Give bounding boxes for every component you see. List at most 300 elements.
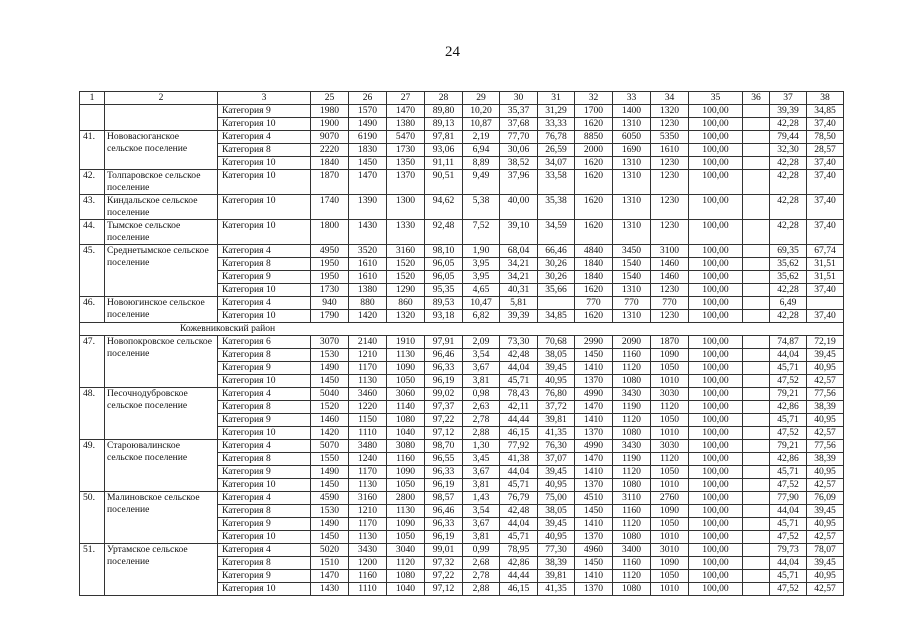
value-cell: 1530 bbox=[311, 505, 349, 518]
value-cell: 39,45 bbox=[538, 466, 575, 479]
category-cell: Категория 4 bbox=[218, 544, 311, 557]
category-cell: Категория 9 bbox=[218, 466, 311, 479]
value-cell: 3430 bbox=[613, 388, 651, 401]
value-cell: 40,31 bbox=[500, 284, 538, 297]
value-cell: 1110 bbox=[349, 583, 387, 596]
value-cell: 1050 bbox=[651, 570, 689, 583]
value-cell: 39,45 bbox=[807, 557, 844, 570]
value-cell: 1980 bbox=[311, 105, 349, 118]
value-cell: 1290 bbox=[387, 284, 425, 297]
category-cell: Категория 10 bbox=[218, 195, 311, 220]
value-cell: 100,00 bbox=[689, 414, 743, 427]
value-cell: 1610 bbox=[349, 271, 387, 284]
value-cell: 47,52 bbox=[770, 531, 807, 544]
value-cell bbox=[743, 453, 770, 466]
value-cell: 1540 bbox=[613, 271, 651, 284]
value-cell: 6190 bbox=[349, 131, 387, 144]
value-cell: 3160 bbox=[349, 492, 387, 505]
value-cell: 1210 bbox=[349, 349, 387, 362]
value-cell: 1450 bbox=[575, 505, 613, 518]
value-cell: 1420 bbox=[311, 427, 349, 440]
value-cell: 1460 bbox=[651, 271, 689, 284]
value-cell: 40,95 bbox=[807, 414, 844, 427]
value-cell: 44,04 bbox=[500, 518, 538, 531]
row-index: 44. bbox=[80, 220, 105, 245]
value-cell: 4510 bbox=[575, 492, 613, 505]
value-cell: 100,00 bbox=[689, 131, 743, 144]
value-cell: 42,48 bbox=[500, 349, 538, 362]
value-cell: 100,00 bbox=[689, 157, 743, 170]
value-cell: 45,71 bbox=[770, 466, 807, 479]
value-cell: 3520 bbox=[349, 245, 387, 258]
value-cell: 1400 bbox=[613, 105, 651, 118]
value-cell: 1840 bbox=[575, 271, 613, 284]
value-cell: 1450 bbox=[349, 157, 387, 170]
value-cell: 1470 bbox=[387, 105, 425, 118]
settlement-name: Уртамское сельское поселение bbox=[105, 544, 218, 596]
value-cell: 770 bbox=[575, 297, 613, 310]
value-cell: 98,57 bbox=[425, 492, 463, 505]
value-cell bbox=[807, 297, 844, 310]
category-cell: Категория 9 bbox=[218, 362, 311, 375]
value-cell: 1160 bbox=[613, 557, 651, 570]
value-cell: 77,70 bbox=[500, 131, 538, 144]
value-cell: 1090 bbox=[387, 466, 425, 479]
value-cell: 37,40 bbox=[807, 310, 844, 323]
value-cell: 42,28 bbox=[770, 195, 807, 220]
column-header: 32 bbox=[575, 92, 613, 105]
value-cell: 41,35 bbox=[538, 427, 575, 440]
value-cell: 34,07 bbox=[538, 157, 575, 170]
value-cell: 1530 bbox=[311, 349, 349, 362]
category-cell: Категория 4 bbox=[218, 492, 311, 505]
column-header: 26 bbox=[349, 92, 387, 105]
value-cell: 100,00 bbox=[689, 362, 743, 375]
value-cell: 100,00 bbox=[689, 583, 743, 596]
value-cell: 4590 bbox=[311, 492, 349, 505]
value-cell: 6,82 bbox=[463, 310, 500, 323]
value-cell: 2,63 bbox=[463, 401, 500, 414]
row-index: 47. bbox=[80, 336, 105, 388]
value-cell: 1410 bbox=[575, 518, 613, 531]
value-cell: 33,58 bbox=[538, 170, 575, 195]
value-cell: 96,46 bbox=[425, 349, 463, 362]
value-cell: 1460 bbox=[651, 258, 689, 271]
value-cell: 1370 bbox=[575, 427, 613, 440]
value-cell: 1450 bbox=[311, 531, 349, 544]
value-cell: 9,49 bbox=[463, 170, 500, 195]
category-cell: Категория 8 bbox=[218, 505, 311, 518]
value-cell: 37,96 bbox=[500, 170, 538, 195]
value-cell: 79,73 bbox=[770, 544, 807, 557]
value-cell bbox=[743, 336, 770, 349]
value-cell: 1320 bbox=[387, 310, 425, 323]
value-cell: 1130 bbox=[349, 479, 387, 492]
value-cell: 38,52 bbox=[500, 157, 538, 170]
value-cell: 1350 bbox=[387, 157, 425, 170]
value-cell: 5350 bbox=[651, 131, 689, 144]
category-cell: Категория 8 bbox=[218, 144, 311, 157]
column-header: 28 bbox=[425, 92, 463, 105]
value-cell: 10,20 bbox=[463, 105, 500, 118]
category-cell: Категория 9 bbox=[218, 105, 311, 118]
value-cell: 76,09 bbox=[807, 492, 844, 505]
value-cell bbox=[743, 466, 770, 479]
category-cell: Категория 8 bbox=[218, 557, 311, 570]
value-cell: 42,28 bbox=[770, 118, 807, 131]
value-cell: 2,09 bbox=[463, 336, 500, 349]
category-cell: Категория 6 bbox=[218, 336, 311, 349]
value-cell bbox=[743, 144, 770, 157]
value-cell: 1090 bbox=[651, 505, 689, 518]
value-cell: 1730 bbox=[311, 284, 349, 297]
value-cell: 100,00 bbox=[689, 466, 743, 479]
value-cell: 76,79 bbox=[500, 492, 538, 505]
value-cell: 79,21 bbox=[770, 388, 807, 401]
table-row bbox=[80, 220, 844, 245]
value-cell: 1310 bbox=[613, 157, 651, 170]
column-header: 29 bbox=[463, 92, 500, 105]
value-cell: 77,92 bbox=[500, 440, 538, 453]
value-cell: 45,71 bbox=[770, 362, 807, 375]
value-cell: 78,50 bbox=[807, 131, 844, 144]
value-cell: 1370 bbox=[575, 479, 613, 492]
value-cell: 96,33 bbox=[425, 362, 463, 375]
category-cell: Категория 10 bbox=[218, 157, 311, 170]
value-cell: 1160 bbox=[349, 570, 387, 583]
value-cell: 44,04 bbox=[770, 349, 807, 362]
value-cell bbox=[743, 557, 770, 570]
value-cell: 1310 bbox=[613, 195, 651, 220]
value-cell: 42,57 bbox=[807, 427, 844, 440]
value-cell: 1490 bbox=[311, 362, 349, 375]
value-cell: 35,62 bbox=[770, 271, 807, 284]
column-header: 33 bbox=[613, 92, 651, 105]
value-cell: 3450 bbox=[613, 245, 651, 258]
value-cell: 37,07 bbox=[538, 453, 575, 466]
category-cell: Категория 9 bbox=[218, 518, 311, 531]
value-cell bbox=[743, 170, 770, 195]
table-row bbox=[80, 440, 844, 453]
value-cell bbox=[743, 505, 770, 518]
value-cell: 47,52 bbox=[770, 583, 807, 596]
value-cell: 1080 bbox=[387, 570, 425, 583]
value-cell: 1520 bbox=[387, 271, 425, 284]
value-cell: 34,21 bbox=[500, 271, 538, 284]
value-cell: 3010 bbox=[651, 544, 689, 557]
table-row bbox=[80, 170, 844, 195]
column-header: 30 bbox=[500, 92, 538, 105]
value-cell: 42,28 bbox=[770, 170, 807, 195]
value-cell: 1090 bbox=[387, 362, 425, 375]
value-cell: 100,00 bbox=[689, 401, 743, 414]
value-cell: 1240 bbox=[349, 453, 387, 466]
value-cell: 38,05 bbox=[538, 349, 575, 362]
value-cell: 100,00 bbox=[689, 570, 743, 583]
value-cell: 40,95 bbox=[807, 362, 844, 375]
value-cell: 0,99 bbox=[463, 544, 500, 557]
value-cell: 3,67 bbox=[463, 466, 500, 479]
value-cell: 1840 bbox=[311, 157, 349, 170]
settlement-name: Малиновское сельское поселение bbox=[105, 492, 218, 544]
value-cell: 1310 bbox=[613, 220, 651, 245]
value-cell bbox=[743, 349, 770, 362]
value-cell: 1310 bbox=[613, 284, 651, 297]
value-cell: 44,44 bbox=[500, 414, 538, 427]
value-cell: 100,00 bbox=[689, 118, 743, 131]
value-cell bbox=[743, 362, 770, 375]
value-cell: 770 bbox=[613, 297, 651, 310]
row-index: 45. bbox=[80, 245, 105, 297]
table-row bbox=[80, 297, 844, 310]
value-cell: 0,98 bbox=[463, 388, 500, 401]
value-cell: 4950 bbox=[311, 245, 349, 258]
value-cell: 40,95 bbox=[807, 518, 844, 531]
value-cell: 38,39 bbox=[538, 557, 575, 570]
value-cell: 3080 bbox=[387, 440, 425, 453]
value-cell: 100,00 bbox=[689, 336, 743, 349]
value-cell: 97,32 bbox=[425, 557, 463, 570]
value-cell: 1080 bbox=[613, 375, 651, 388]
value-cell: 1370 bbox=[575, 375, 613, 388]
value-cell: 30,26 bbox=[538, 271, 575, 284]
table-row bbox=[80, 195, 844, 220]
value-cell: 1170 bbox=[349, 466, 387, 479]
value-cell: 1620 bbox=[575, 118, 613, 131]
value-cell: 3160 bbox=[387, 245, 425, 258]
row-index: 46. bbox=[80, 297, 105, 323]
value-cell bbox=[743, 544, 770, 557]
category-cell: Категория 4 bbox=[218, 245, 311, 258]
category-cell: Категория 9 bbox=[218, 414, 311, 427]
value-cell: 42,57 bbox=[807, 375, 844, 388]
value-cell: 3,45 bbox=[463, 453, 500, 466]
value-cell: 3110 bbox=[613, 492, 651, 505]
value-cell: 47,52 bbox=[770, 375, 807, 388]
value-cell: 31,29 bbox=[538, 105, 575, 118]
value-cell: 1320 bbox=[651, 105, 689, 118]
value-cell: 44,44 bbox=[500, 570, 538, 583]
value-cell bbox=[743, 105, 770, 118]
value-cell: 90,51 bbox=[425, 170, 463, 195]
row-index: 48. bbox=[80, 388, 105, 440]
value-cell: 39,81 bbox=[538, 414, 575, 427]
value-cell: 1050 bbox=[651, 466, 689, 479]
value-cell: 1230 bbox=[651, 157, 689, 170]
value-cell: 1190 bbox=[613, 401, 651, 414]
value-cell: 1040 bbox=[387, 427, 425, 440]
value-cell: 95,35 bbox=[425, 284, 463, 297]
category-cell: Категория 4 bbox=[218, 297, 311, 310]
value-cell: 3,67 bbox=[463, 518, 500, 531]
value-cell bbox=[743, 271, 770, 284]
header-row bbox=[80, 92, 844, 105]
table-row bbox=[80, 544, 844, 557]
value-cell: 100,00 bbox=[689, 271, 743, 284]
value-cell: 1380 bbox=[387, 118, 425, 131]
value-cell: 33,33 bbox=[538, 118, 575, 131]
value-cell: 1450 bbox=[575, 557, 613, 570]
value-cell: 39,45 bbox=[807, 505, 844, 518]
value-cell: 5040 bbox=[311, 388, 349, 401]
value-cell: 45,71 bbox=[500, 531, 538, 544]
value-cell: 42,57 bbox=[807, 479, 844, 492]
value-cell bbox=[743, 583, 770, 596]
column-header: 25 bbox=[311, 92, 349, 105]
value-cell: 3460 bbox=[349, 388, 387, 401]
value-cell: 1620 bbox=[575, 310, 613, 323]
category-cell: Категория 10 bbox=[218, 531, 311, 544]
value-cell: 42,86 bbox=[770, 401, 807, 414]
value-cell: 1040 bbox=[387, 583, 425, 596]
value-cell: 1170 bbox=[349, 518, 387, 531]
value-cell: 97,12 bbox=[425, 427, 463, 440]
value-cell: 96,19 bbox=[425, 375, 463, 388]
value-cell: 1230 bbox=[651, 170, 689, 195]
row-index: 42. bbox=[80, 170, 105, 195]
value-cell: 66,46 bbox=[538, 245, 575, 258]
value-cell: 1330 bbox=[387, 220, 425, 245]
value-cell: 2,88 bbox=[463, 583, 500, 596]
value-cell: 1230 bbox=[651, 310, 689, 323]
value-cell: 1010 bbox=[651, 427, 689, 440]
value-cell bbox=[538, 297, 575, 310]
value-cell: 1540 bbox=[613, 258, 651, 271]
value-cell: 77,30 bbox=[538, 544, 575, 557]
value-cell: 1130 bbox=[387, 349, 425, 362]
value-cell: 100,00 bbox=[689, 310, 743, 323]
value-cell: 1410 bbox=[575, 414, 613, 427]
value-cell: 1120 bbox=[613, 414, 651, 427]
value-cell: 1050 bbox=[387, 479, 425, 492]
value-cell: 1380 bbox=[349, 284, 387, 297]
value-cell: 1620 bbox=[575, 220, 613, 245]
value-cell: 1870 bbox=[311, 170, 349, 195]
value-cell: 93,06 bbox=[425, 144, 463, 157]
value-cell: 3430 bbox=[349, 544, 387, 557]
value-cell: 68,04 bbox=[500, 245, 538, 258]
value-cell bbox=[743, 131, 770, 144]
value-cell: 39,81 bbox=[538, 570, 575, 583]
value-cell: 1,90 bbox=[463, 245, 500, 258]
value-cell: 3,54 bbox=[463, 505, 500, 518]
value-cell: 10,47 bbox=[463, 297, 500, 310]
value-cell: 2800 bbox=[387, 492, 425, 505]
value-cell: 97,37 bbox=[425, 401, 463, 414]
value-cell: 1420 bbox=[349, 310, 387, 323]
value-cell: 100,00 bbox=[689, 220, 743, 245]
settlement-name: Толпаровское сельское поселение bbox=[105, 170, 218, 195]
value-cell: 1840 bbox=[575, 258, 613, 271]
column-header: 31 bbox=[538, 92, 575, 105]
value-cell: 47,52 bbox=[770, 479, 807, 492]
value-cell: 39,39 bbox=[500, 310, 538, 323]
row-index: 41. bbox=[80, 131, 105, 170]
value-cell: 3,81 bbox=[463, 479, 500, 492]
value-cell: 44,04 bbox=[500, 466, 538, 479]
value-cell: 40,95 bbox=[807, 466, 844, 479]
district-label: Кожевниковский район bbox=[80, 323, 844, 336]
value-cell: 1740 bbox=[311, 195, 349, 220]
value-cell: 30,06 bbox=[500, 144, 538, 157]
data-table bbox=[79, 91, 844, 596]
value-cell: 35,62 bbox=[770, 258, 807, 271]
value-cell: 44,04 bbox=[500, 362, 538, 375]
value-cell: 91,11 bbox=[425, 157, 463, 170]
value-cell: 37,72 bbox=[538, 401, 575, 414]
value-cell: 1520 bbox=[387, 258, 425, 271]
value-cell: 1120 bbox=[387, 557, 425, 570]
table-row bbox=[80, 336, 844, 349]
value-cell: 1050 bbox=[387, 375, 425, 388]
value-cell: 42,86 bbox=[500, 557, 538, 570]
value-cell: 1410 bbox=[575, 570, 613, 583]
value-cell: 1050 bbox=[651, 518, 689, 531]
settlement-name: Староювалинское сельское поселение bbox=[105, 440, 218, 492]
value-cell: 34,59 bbox=[538, 220, 575, 245]
column-header: 38 bbox=[807, 92, 844, 105]
value-cell: 100,00 bbox=[689, 557, 743, 570]
row-index: 43. bbox=[80, 195, 105, 220]
value-cell: 1370 bbox=[575, 531, 613, 544]
category-cell: Категория 10 bbox=[218, 583, 311, 596]
value-cell: 1200 bbox=[349, 557, 387, 570]
value-cell: 79,44 bbox=[770, 131, 807, 144]
value-cell: 1050 bbox=[387, 531, 425, 544]
value-cell: 1160 bbox=[613, 349, 651, 362]
table-row bbox=[80, 492, 844, 505]
column-header: 3 bbox=[218, 92, 311, 105]
value-cell: 2,78 bbox=[463, 414, 500, 427]
value-cell: 1010 bbox=[651, 583, 689, 596]
column-header: 37 bbox=[770, 92, 807, 105]
value-cell: 3100 bbox=[651, 245, 689, 258]
value-cell: 78,95 bbox=[500, 544, 538, 557]
value-cell: 89,13 bbox=[425, 118, 463, 131]
value-cell: 3400 bbox=[613, 544, 651, 557]
value-cell: 2990 bbox=[575, 336, 613, 349]
value-cell: 42,57 bbox=[807, 531, 844, 544]
value-cell: 42,28 bbox=[770, 220, 807, 245]
value-cell: 1010 bbox=[651, 531, 689, 544]
value-cell: 1010 bbox=[651, 479, 689, 492]
value-cell: 31,51 bbox=[807, 271, 844, 284]
value-cell: 79,21 bbox=[770, 440, 807, 453]
value-cell: 1160 bbox=[387, 453, 425, 466]
value-cell: 4,65 bbox=[463, 284, 500, 297]
value-cell: 1450 bbox=[575, 349, 613, 362]
value-cell: 1210 bbox=[349, 505, 387, 518]
value-cell: 1550 bbox=[311, 453, 349, 466]
value-cell: 1310 bbox=[613, 118, 651, 131]
value-cell: 40,95 bbox=[538, 531, 575, 544]
value-cell: 93,18 bbox=[425, 310, 463, 323]
value-cell: 69,35 bbox=[770, 245, 807, 258]
category-cell: Категория 10 bbox=[218, 170, 311, 195]
value-cell: 34,21 bbox=[500, 258, 538, 271]
table-row bbox=[80, 105, 844, 118]
category-cell: Категория 10 bbox=[218, 375, 311, 388]
value-cell: 40,95 bbox=[807, 570, 844, 583]
value-cell: 47,52 bbox=[770, 427, 807, 440]
value-cell: 4990 bbox=[575, 440, 613, 453]
value-cell: 1370 bbox=[575, 583, 613, 596]
value-cell: 5070 bbox=[311, 440, 349, 453]
value-cell: 39,45 bbox=[538, 518, 575, 531]
value-cell: 40,95 bbox=[538, 375, 575, 388]
value-cell: 3,67 bbox=[463, 362, 500, 375]
value-cell: 39,45 bbox=[807, 349, 844, 362]
